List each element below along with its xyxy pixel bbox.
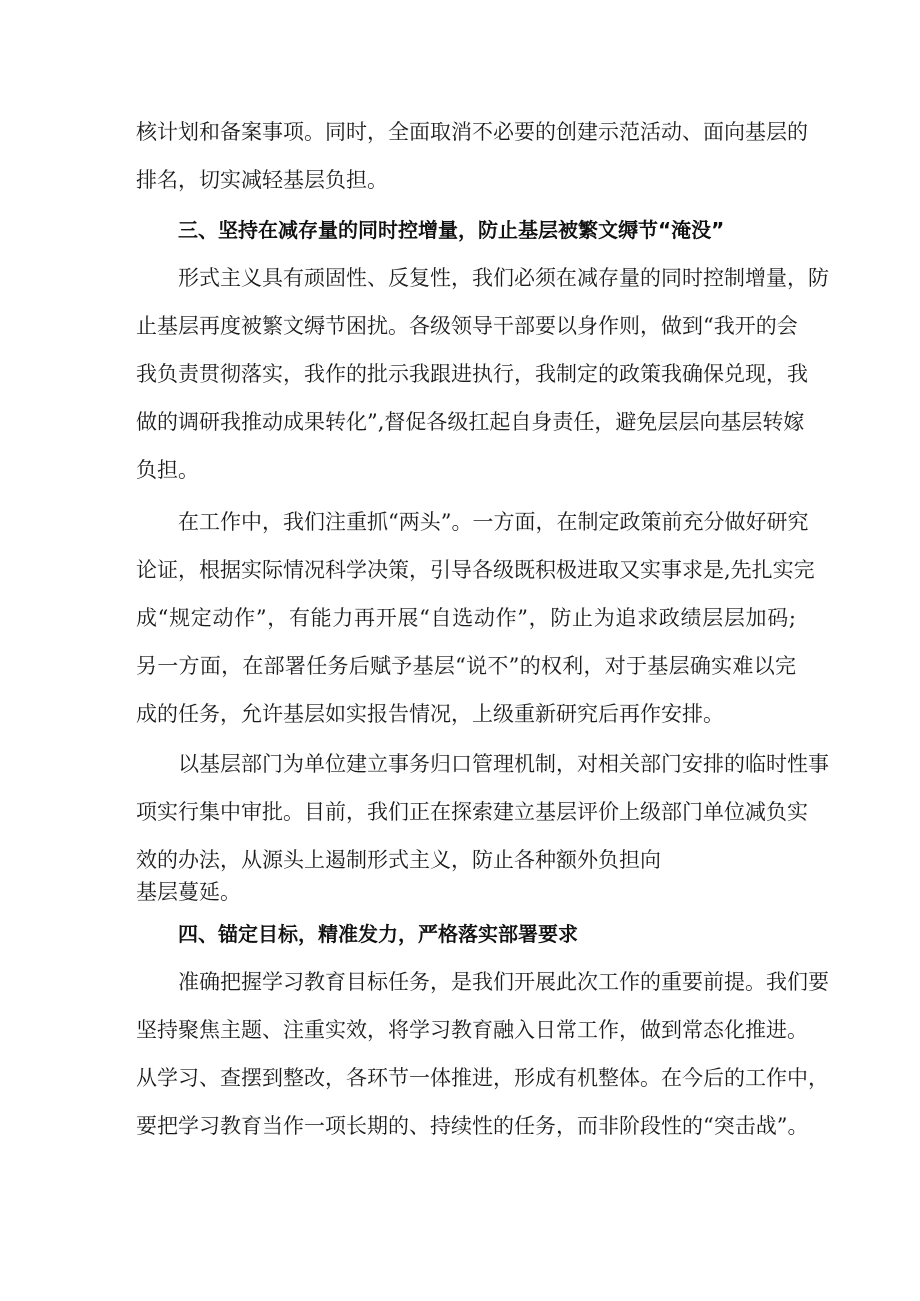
paragraph-line: 要把学习教育当作一项长期的、持续性的任务，而非阶段性的“突击战”。 bbox=[136, 1114, 809, 1138]
paragraph-line: 坚持聚焦主题、注重实效，将学习教育融入日常工作，做到常态化推进。 bbox=[136, 1018, 808, 1042]
paragraph-line: 排名，切实减轻基层负担。 bbox=[136, 168, 388, 192]
paragraph-line: 负担。 bbox=[136, 458, 199, 482]
section-heading-3: 三、坚持在减存量的同时控增量，防止基层被繁文缛节“淹没” bbox=[178, 218, 725, 242]
paragraph-line: 止基层再度被繁文缛节困扰。各级领导干部要以身作则，做到“我开的会 bbox=[136, 314, 798, 338]
paragraph-line: 做的调研我推动成果转化”,督促各级扛起自身责任，避免层层向基层转嫁 bbox=[136, 410, 805, 434]
section-heading-4: 四、锚定目标，精准发力，严格落实部署要求 bbox=[178, 922, 578, 946]
paragraph-line: 准确把握学习教育目标任务，是我们开展此次工作的重要前提。我们要 bbox=[178, 970, 829, 994]
paragraph-line: 在工作中，我们注重抓“两头”。一方面，在制定政策前充分做好研究 bbox=[178, 510, 809, 534]
paragraph-line: 成“规定动作”，有能力再开展“自选动作”，防止为追求政绩层层加码; bbox=[136, 606, 796, 630]
paragraph-line: 从学习、查摆到整改，各环节一体推进，形成有机整体。在今后的工作中， bbox=[136, 1066, 829, 1090]
paragraph-line: 成的任务，允许基层如实报告情况，上级重新研究后再作安排。 bbox=[136, 702, 724, 726]
paragraph-line: 形式主义具有顽固性、反复性，我们必须在减存量的同时控制增量，防 bbox=[178, 266, 829, 290]
paragraph-line: 以基层部门为单位建立事务归口管理机制，对相关部门安排的临时性事 bbox=[178, 752, 829, 776]
paragraph-line: 我负责贯彻落实，我作的批示我跟进执行，我制定的政策我确保兑现，我 bbox=[136, 362, 808, 386]
paragraph-line: 另一方面，在部署任务后赋予基层“说不”的权利，对于基层确实难以完 bbox=[136, 654, 796, 678]
paragraph-line: 项实行集中审批。目前，我们正在探索建立基层评价上级部门单位减负实 bbox=[136, 800, 808, 824]
paragraph-line: 效的办法，从源头上遏制形式主义，防止各种额外负担向 bbox=[136, 848, 661, 872]
paragraph-line: 论证，根据实际情况科学决策，引导各级既积极进取又实事求是,先扎实完 bbox=[136, 558, 815, 582]
paragraph-line: 基层蔓延。 bbox=[136, 880, 241, 904]
paragraph-line: 核计划和备案事项。同时，全面取消不必要的创建示范活动、面向基层的 bbox=[136, 120, 808, 144]
